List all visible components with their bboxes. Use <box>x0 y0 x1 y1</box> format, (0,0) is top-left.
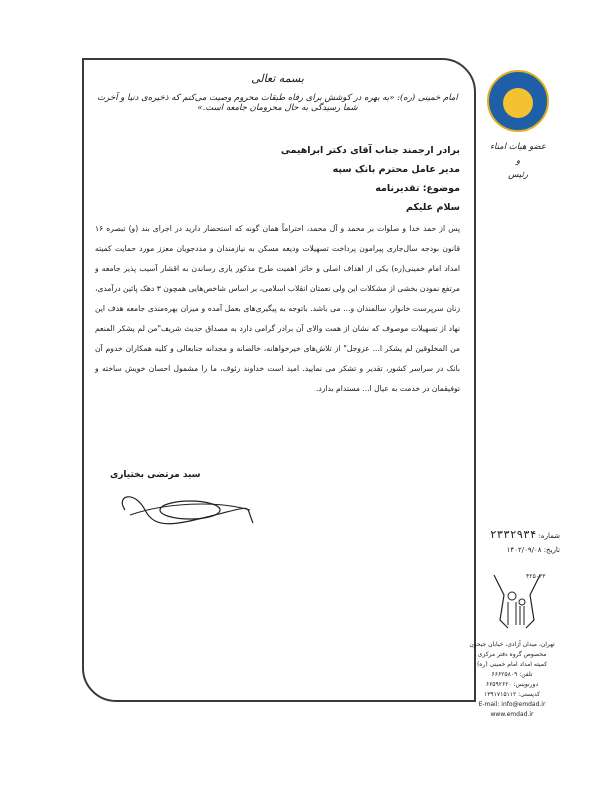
website-link[interactable]: www.emdad.ir <box>490 711 534 718</box>
signatory-name: سید مرتضی بختیاری <box>110 470 201 480</box>
letter-body: پس از حمد خدا و صلوات بر محمد و آل محمد، احتراماً همان گونه که استحضار دارید در اجرای بند (و) تبصره ۱۶ قانون بودجه سال‌جاری پیرامون پرداخت تسهیلات ودیعه مسکن به نیازمندان و مددجویان معزز مورد حمایت کمیته امداد امام خمینی(ره) یکی از اهداف اصلی و حائز اهمیت طرح مذکور یاری رساندن به اقشار آسیب پذیر جامعه و مرتفع نمودن بخشی از مشکلات این ولی نعمتان انقلاب اسلامی، بر اساس شاخص‌هایی همچون ۳ دهک پائین درآمدی، زنان سرپرست خانوار، سالمندان و... می باشد. باتوجه به پیگیری‌های بعمل آمده و میزان بهره‌مندی جامعه هدف این نهاد از تسهیلات موصوف که نشان از همت والای آن برادر گرامی دارد به مصداق حدیث شریف"من لم یشکر المنعم من المخلوقین لم یشکر ا... عزوجل" از تلاش‌های خیرخواهانه، خالصانه و مجدانه جنابعالی و کلیه همکاران خدوم آن بانک در سراسر کشور، تقدیر و تشکر می نمایید. امید است خداوند رئوف، ما را مشمول احسان خویش ساخته و توفیقمان در خدمت به عیال ا... مستدام بدارد. <box>95 224 460 393</box>
letter-number-row <box>470 528 560 543</box>
letter-content <box>95 60 460 399</box>
emblem-code: ۴۲۵۰۳۳ <box>526 573 546 580</box>
email-link[interactable]: E-mail: info@emdad.ir <box>478 701 546 708</box>
recipient-block <box>95 141 460 217</box>
address-line: کمیته امداد امام خمینی (ره) <box>476 661 548 668</box>
address-line: تهران، میدان آزادی، خیابان جیحون <box>469 641 555 648</box>
recipient-name: برادر ارجمند جناب آقای دکتر ابراهیمی <box>280 145 460 156</box>
number-label: شماره: <box>538 532 560 540</box>
letter-meta <box>470 528 560 557</box>
letter-date-row <box>470 543 560 557</box>
hands-emblem-icon <box>486 570 548 632</box>
emdad-logo-icon <box>487 70 549 132</box>
fax-line: دورنویس: ۶۶۵۹۲۶۲۰ <box>485 681 539 688</box>
bismillah-heading: بسمه تعالی <box>251 72 304 85</box>
logo-emblem <box>503 88 533 118</box>
letterhead-sidebar <box>478 70 558 182</box>
membership-caption <box>478 140 558 182</box>
phone-line: تلفن: ۶۶۶۲۵۸۰۹ <box>491 671 533 678</box>
address-block <box>462 640 562 720</box>
khomeini-quote: امام خمینی (ره): «به‌ بهره‌ در کوشش برای رفاه طبقات محروم وصیت می‌کنم که ذخیره‌ی دنیا و آخرت شما رسیدگی به حال محرومان جامعه است.» <box>97 93 458 113</box>
address-line: مخصوص گروه دفتر مرکزی <box>477 651 547 658</box>
membership-line-3: رئیس <box>508 170 528 180</box>
subject-line: موضوع: تقدیرنامه <box>375 183 460 194</box>
date-value: ۱۴۰۲/۰۹/۰۸ <box>506 546 542 554</box>
postal-code-line: کدپستی: ۱۳۹۱۷۱۵۱۱۲ <box>483 691 540 698</box>
membership-line-1: عضو هیات امناء <box>490 142 546 152</box>
number-value: ۲۳۳۲۹۳۴ <box>489 528 537 541</box>
date-label: تاریخ: <box>543 546 560 554</box>
recipient-title: مدیر عامل محترم بانک سپه <box>332 164 460 175</box>
signature-scribble <box>115 485 255 525</box>
greeting: سلام علیکم <box>405 202 460 213</box>
membership-line-2: و <box>515 156 521 166</box>
